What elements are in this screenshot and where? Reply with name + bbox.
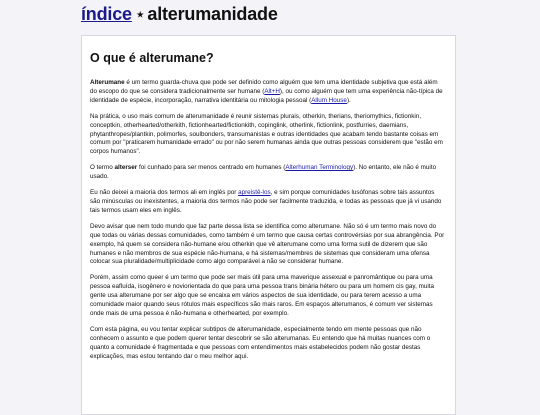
star-separator-icon: ⋆ <box>135 6 145 22</box>
paragraph-text: ), ou como alguém que tem uma experiência não-típica de identidade de espécie, incorporação, narrativa identitária ou mitologia pessoal ( <box>90 87 443 104</box>
term-alterumane: Alterumane <box>90 79 125 86</box>
paragraph-practice: Na prática, o uso mais comum de alterumanidade é reunir sistemas plurais, otherkin, therians, theriomythics, fictionkin, conceptkin, otherhearted/otherkith, fictionhearted/fictionkith, copinglink, otherlink, fictionlink, postfurries, daemians, phytanthropes/plantkin, polimorfes, soulbonders, transumanistas e outras identidades que acabam tendo bastante coisas em comum por "praticarem humanidade errado" ou por não serem humanas ainda que outras pessoas considerem que "estão em corpos humanos". <box>90 112 443 156</box>
paragraph-definition <box>90 79 445 106</box>
paragraph-text: Eu não deixei a maioria dos termos ali em inglês por <box>90 189 239 197</box>
paragraph-alterser <box>90 164 445 182</box>
link-alterhuman-terminology[interactable]: Alterhuman Terminology <box>285 164 354 172</box>
paragraph-text: ). No entanto, ele não é muito usado. <box>90 164 437 181</box>
link-apreiste-los[interactable]: apreistê-los <box>238 189 271 197</box>
paragraph-text: é um termo guarda-chuva que pode ser definido como alguém que tem uma identidade subjetiva que está além do escopo do que se considera tradicionalmente ser humane ( <box>90 79 438 95</box>
paragraph-text: ). <box>346 96 351 104</box>
paragraph-text: foi cunhado para ser menos centrado em humanes ( <box>137 164 286 172</box>
paragraph-queer-comparison: Porém, assim como queer é um termo que pode ser mais útil para uma maverique assexual e panromântique ou para uma pessoa eafluída, isogênero e noviorientada do que para uma pessoa trans binária hétero ou para um homem cis gay, muita gente usa alterumane por ser algo que se encaixa em vários aspectos de sua identidade, ou para terem acesso a uma comunidade maior quando seus rótulos mais específicos são mais raros. Em espaços alterumanos, é comum ver sistemas onde mais de uma pessoa é não-humana e otherhearted, por exemplo. <box>90 274 434 317</box>
term-alterser: alterser <box>114 164 138 172</box>
paragraph-english-terms <box>90 189 445 216</box>
link-alt-h[interactable]: Alt+H <box>264 87 280 95</box>
paragraph-text: O termo <box>90 164 115 172</box>
link-allum-house[interactable]: Allum House <box>311 96 347 104</box>
paragraph-warning: Devo avisar que nem todo mundo que faz parte dessa lista se identifica como alterumane. Não só é um termo mais novo do que todas ou várias dessas comunidades, como também é um termo que causa certas controvérsias por sua abrangência. Por exemplo, há quem se considera não-humane e/ou otherkin que vê alterumane como uma forma sutil de dizerem que são humanes e não membros de sua espécie não-humana, e há sistemas/membres de sistemas que consideram uma ofensa colocar sua pluralidade/multiplicidade como algo comparável a não se considerar humane. <box>90 222 445 266</box>
site-header <box>81 4 278 25</box>
paragraph-text: , e sim porque comunidades lusófonas sobre tais assuntos são minúsculas ou inexistentes, a maioria dos termos não pode ser facilmente traduzida, e todas as pessoas que já vi usando tais termos usam eles em inglês. <box>90 189 442 214</box>
site-title: alterumanidade <box>147 4 278 24</box>
content-card <box>81 35 456 415</box>
paragraph-page-purpose: Com esta página, eu vou tentar explicar subtipos de alterumanidade, especialmente tendo em mente pessoas que não conhecem o assunto e que podem querer tentar descobrir se são alterumanas. Eu entendo que há muitas nuances com o quanto a comunidade é fragmentada e que pessoas com entendimentos mais estabelecidos podem não gostar destas explicações, mas estou tentando dar o meu melhor aqui. <box>90 325 431 360</box>
page-title: O que é alterumane? <box>90 51 214 65</box>
home-link[interactable]: índice <box>81 4 132 24</box>
